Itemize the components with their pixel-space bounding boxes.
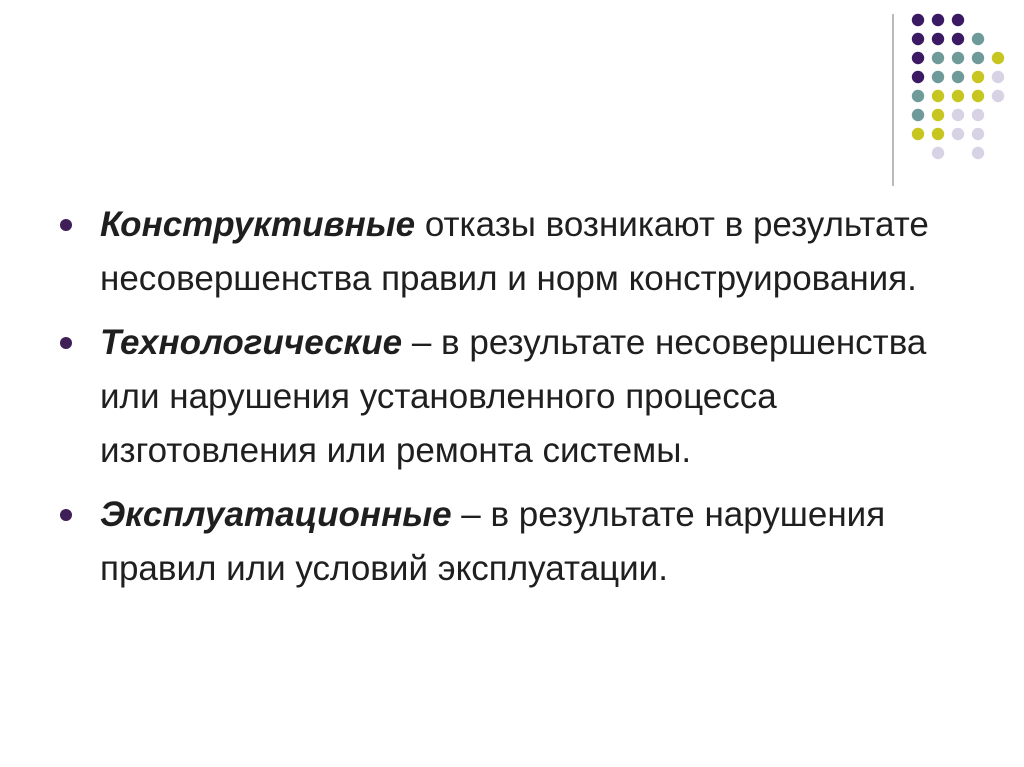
decorative-dot [992, 90, 1004, 102]
decorative-dot [932, 147, 944, 159]
bullet-item-operational [60, 488, 980, 596]
bullet-icon [60, 337, 72, 349]
decorative-dot [972, 52, 984, 64]
bullet-term: Технологические [100, 323, 403, 362]
decorative-dot [992, 71, 1004, 83]
bullet-text: отказы возникают в результате несовершенства правил и норм конструирования. [100, 205, 929, 298]
bullet-icon [60, 219, 72, 231]
decorative-dot [912, 128, 924, 140]
decorative-dot [952, 109, 964, 121]
bullet-item-constructive [60, 198, 980, 306]
decorative-dot [932, 33, 944, 45]
decorative-dot [912, 71, 924, 83]
decorative-dot [912, 33, 924, 45]
decorative-dot [972, 147, 984, 159]
decorative-dot [952, 71, 964, 83]
decorative-dot [952, 90, 964, 102]
decorative-dot [952, 52, 964, 64]
bullet-term: Конструктивные [100, 205, 416, 244]
decorative-dot [972, 109, 984, 121]
bullet-text: – в результате несовершенства или нарушения установленного процесса изготовления или ремонта системы. [100, 323, 927, 470]
decorative-dot [912, 52, 924, 64]
decorative-dot [932, 52, 944, 64]
decorative-dot [932, 14, 944, 26]
bullet-text: – в результате нарушения правил или условий эксплуатации. [100, 495, 886, 588]
decorative-dot [972, 71, 984, 83]
bullet-icon [60, 509, 72, 521]
decorative-dot [932, 109, 944, 121]
bullet-item-technological [60, 316, 980, 478]
decorative-dot [912, 90, 924, 102]
decorative-dot [972, 90, 984, 102]
bullet-term: Эксплуатационные [100, 495, 452, 534]
decorative-dot [932, 71, 944, 83]
decorative-dot [952, 14, 964, 26]
vertical-divider [892, 14, 894, 186]
decorative-dot [952, 128, 964, 140]
decorative-dot [972, 33, 984, 45]
decorative-dot [992, 52, 1004, 64]
decorative-dot [912, 14, 924, 26]
decorative-dot [932, 128, 944, 140]
decorative-dot [952, 33, 964, 45]
decorative-dot [932, 90, 944, 102]
decorative-dot [912, 109, 924, 121]
decorative-dot [972, 128, 984, 140]
bullet-list [60, 198, 980, 606]
decorative-dot-grid [0, 0, 1024, 190]
